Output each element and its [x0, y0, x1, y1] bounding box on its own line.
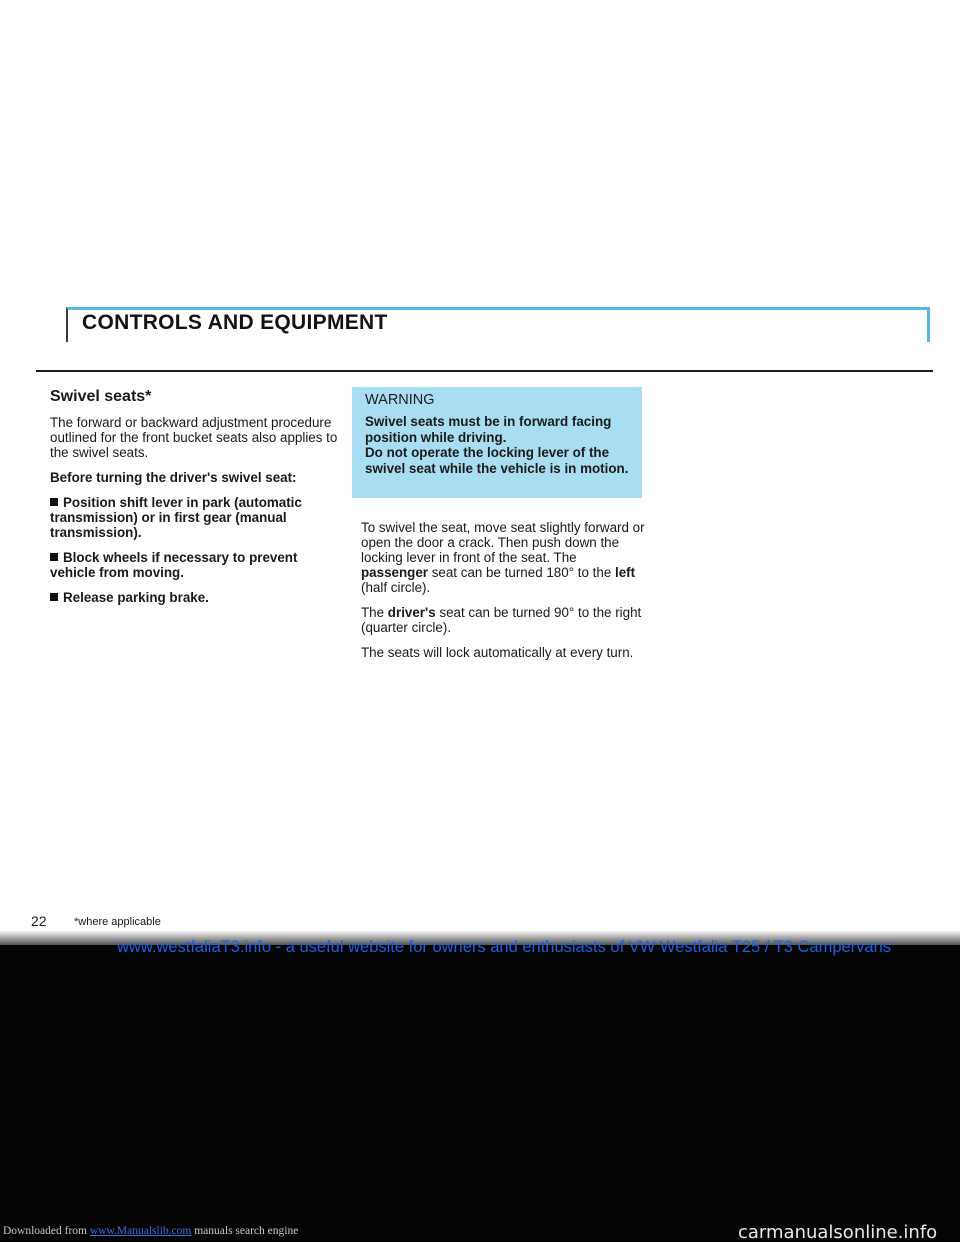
bullet-text: Block wheels if necessary to prevent vehicle from moving. [50, 550, 298, 580]
page-number: 22 [31, 913, 47, 929]
driver-emphasis: driver's [387, 605, 436, 620]
left-emphasis: left [615, 565, 636, 580]
text-run: The [361, 605, 388, 620]
bullet-text: Position shift lever in park (automatic transmission) or in first gear (manual transmission). [50, 495, 302, 540]
header-divider [36, 370, 933, 372]
bullet-square-icon [50, 593, 58, 601]
warning-text [365, 414, 635, 476]
intro-paragraph: The forward or backward adjustment procedure outlined for the front bucket seats also applies to the swivel seats. [50, 415, 338, 460]
section-title: CONTROLS AND EQUIPMENT [82, 311, 388, 334]
right-column [361, 520, 645, 670]
passenger-emphasis: passenger [361, 565, 428, 580]
section-header [66, 307, 930, 342]
bullet-shift-lever [50, 495, 342, 540]
warning-title: WARNING [365, 392, 435, 408]
credit-suffix: manuals search engine [191, 1225, 299, 1237]
manualslib-link[interactable]: www.Manualslib.com [89, 1225, 192, 1237]
text-run: seat can be turned 180° to the [428, 565, 616, 580]
bullet-square-icon [50, 498, 58, 506]
bullet-square-icon [50, 553, 58, 561]
bullet-parking-brake [50, 590, 342, 605]
credit-prefix: Downloaded from [3, 1225, 90, 1237]
before-turning-label: Before turning the driver's swivel seat: [50, 470, 297, 485]
footnote: *where applicable [74, 916, 161, 928]
text-run: (half circle). [361, 580, 431, 595]
site-watermark: carmanualsonline.info [738, 1222, 938, 1243]
scan-dark-band [0, 945, 960, 1242]
source-website-link[interactable]: www.westfaliaT3.info - a useful website for owners and enthusiasts of VW Westfalia T25 / T3 Campervans [117, 938, 892, 956]
warning-line-forward: Swivel seats must be in forward facing position while driving. [365, 414, 612, 445]
warning-line-locking: Do not operate the locking lever of the swivel seat while the vehicle is in motion. [365, 445, 629, 476]
left-column [50, 388, 342, 615]
auto-lock-paragraph: The seats will lock automatically at every turn. [361, 645, 634, 660]
download-credit [3, 1225, 298, 1237]
bullet-text: Release parking brake. [63, 590, 209, 605]
bullet-block-wheels [50, 550, 342, 580]
text-run: seat can be turned 90° to the right (quarter circle). [361, 605, 642, 635]
warning-box [352, 387, 642, 498]
driver-seat-paragraph [361, 605, 645, 635]
text-run: To swivel the seat, move seat slightly forward or open the door a crack. Then push down the locking lever in front of the seat. The [361, 520, 645, 565]
swivel-instructions [361, 520, 645, 595]
swivel-seats-heading: Swivel seats* [50, 388, 152, 405]
